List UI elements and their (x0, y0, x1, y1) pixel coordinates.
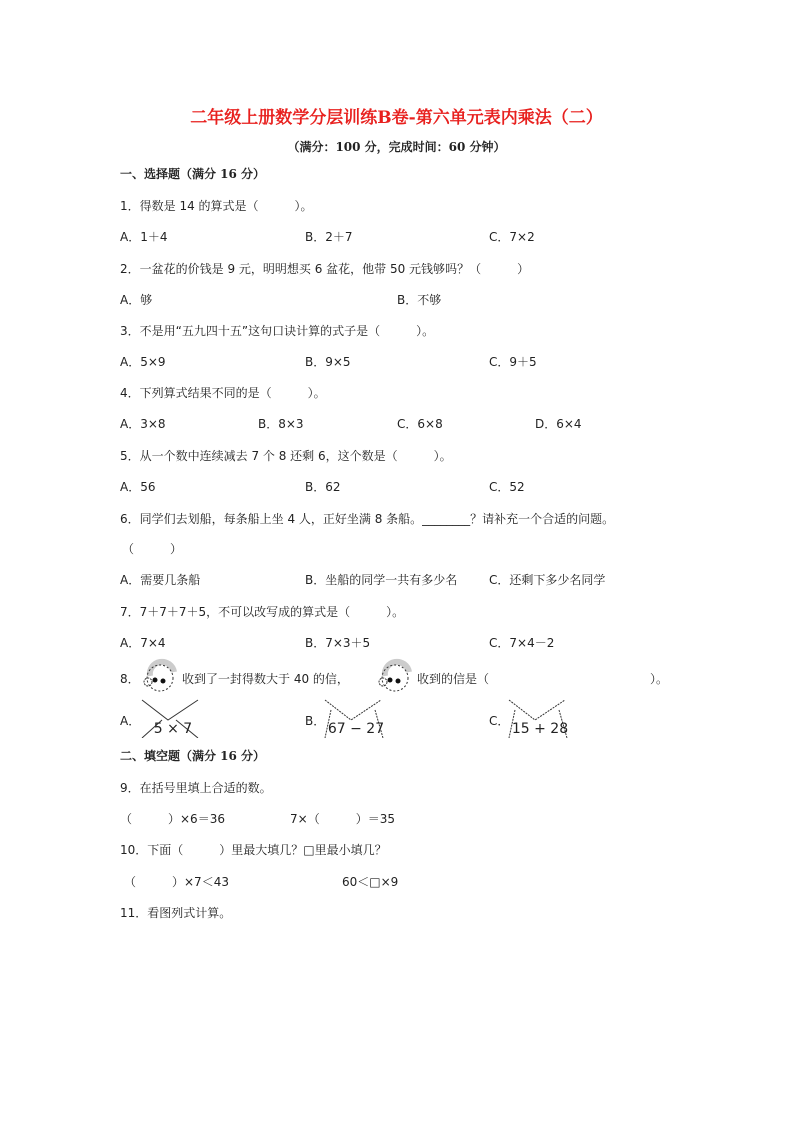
q3-option-a: A．5×9 (120, 355, 166, 369)
q6-option-a: A．需要几条船 (120, 573, 201, 587)
q4-option-d: D．6×4 (535, 417, 582, 431)
q8-option-a: A． (120, 714, 141, 728)
q5-option-a: A．56 (120, 480, 156, 494)
monkey-face-icon (377, 658, 413, 694)
q5-option-c: C．52 (489, 480, 525, 494)
question-3: 3．不是用“五九四十五”这句口诀计算的式子是（ ）。 (120, 324, 435, 338)
q7-option-a: A．7×4 (120, 636, 166, 650)
q7-option-c: C．7×4－2 (489, 636, 555, 650)
question-6: 6．同学们去划船，每条船上坐 4 人，正好坐满 8 条船。________？请补充一个合适的问题。 (120, 512, 615, 526)
envelope-a-expression: 5 × 7 (153, 721, 193, 737)
q7-option-b: B．7×3＋5 (305, 636, 371, 650)
question-11: 11．看图列式计算。 (120, 906, 232, 920)
q3-option-c: C．9＋5 (489, 355, 537, 369)
q1-option-b: B．2＋7 (305, 230, 353, 244)
question-5: 5．从一个数中连续减去 7 个 8 还剩 6，这个数是（ ）。 (120, 449, 452, 463)
q8-close-paren: ）。 (650, 672, 669, 686)
question-2: 2．一盆花的价钱是 9 元，明明想买 6 盆花，他带 50 元钱够吗？（ ） (120, 262, 530, 276)
q9-equation-1: （ ）×6＝36 (120, 812, 225, 826)
envelope-option-a (140, 698, 206, 738)
q1-option-c: C．7×2 (489, 230, 535, 244)
q6-answer-paren: （ ） (122, 542, 183, 556)
q6-option-c: C．还剩下多少名同学 (489, 573, 606, 587)
q8-text-end: 收到的信是（ (417, 672, 490, 686)
question-9: 9．在括号里填上合适的数。 (120, 781, 272, 795)
q4-option-a: A．3×8 (120, 417, 166, 431)
q2-option-a: A．够 (120, 293, 153, 307)
envelope-b-expression: 67 − 27 (327, 721, 385, 737)
q4-option-b: B．8×3 (258, 417, 304, 431)
monkey-face-icon (142, 658, 178, 694)
section-1-heading: 一、选择题（满分 16 分） (120, 167, 266, 181)
q10-inequality-1: （ ）×7＜43 (124, 875, 229, 889)
q6-option-b: B．坐船的同学一共有多少名 (305, 573, 458, 587)
q10-inequality-2: 60＜□×9 (342, 875, 399, 889)
q8-option-c: C． (489, 714, 510, 728)
question-4: 4．下列算式结果不同的是（ ）。 (120, 386, 326, 400)
subtitle: （满分：100 分，完成时间：60 分钟） (287, 140, 506, 154)
envelope-option-c (507, 698, 573, 738)
section-2-heading: 二、填空题（满分 16 分） (120, 749, 266, 763)
q9-equation-2: 7×（ ）＝35 (290, 812, 395, 826)
q8-text-middle: 收到了一封得数大于 40 的信， (182, 672, 349, 686)
q5-option-b: B．62 (305, 480, 341, 494)
q8-number: 8． (120, 672, 140, 686)
q2-option-b: B．不够 (397, 293, 442, 307)
envelope-option-b (323, 698, 389, 738)
q3-option-b: B．9×5 (305, 355, 351, 369)
envelope-c-expression: 15 + 28 (511, 721, 569, 737)
question-10: 10．下面（ ）里最大填几？□里最小填几？ (120, 843, 387, 857)
q1-option-a: A．1＋4 (120, 230, 168, 244)
page-title: 二年级上册数学分层训练B卷-第六单元表内乘法（二） (190, 108, 603, 128)
question-1: 1．得数是 14 的算式是（ ）。 (120, 199, 313, 213)
question-7: 7．7＋7＋7＋5，不可以改写成的算式是（ ）。 (120, 605, 405, 619)
q4-option-c: C．6×8 (397, 417, 443, 431)
q8-option-b: B． (305, 714, 326, 728)
